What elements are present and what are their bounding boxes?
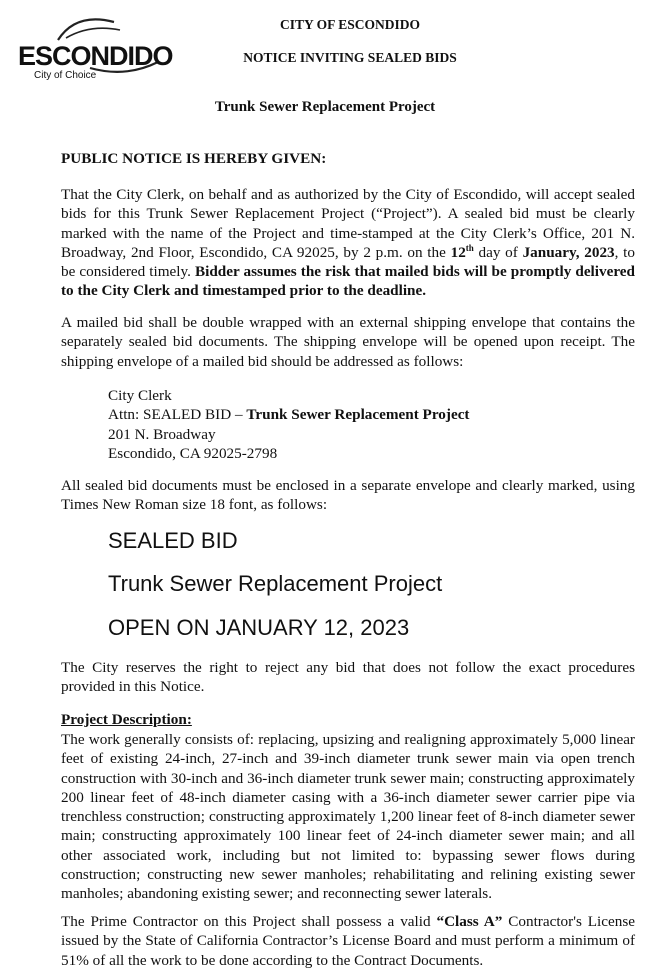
project-description-heading: Project Description:	[61, 711, 192, 728]
paragraph-bid-deadline	[61, 185, 635, 301]
public-notice-heading: PUBLIC NOTICE IS HEREBY GIVEN:	[61, 150, 327, 167]
page-title: Trunk Sewer Replacement Project	[214, 99, 436, 115]
para1-day: 12th	[450, 242, 474, 261]
envelope-label-line-2: Trunk Sewer Replacement Project	[108, 571, 443, 596]
para1-warning: Bidder assumes the risk that mailed bids will be promptly delivered to the City Clerk and timestamped prior to the deadline.	[61, 263, 635, 300]
para1-text-c: , to be considered timely.	[61, 243, 635, 281]
paragraph-reject-rights: The City reserves the right to reject any bid that does not follow the exact procedures provided in this Notice.	[61, 659, 635, 696]
paragraph-envelope-instructions: All sealed bid documents must be enclosed in a separate envelope and clearly marked, using Times New Roman size 18 font, as follows:	[61, 477, 635, 514]
logo-tagline: City of Choice	[34, 70, 97, 81]
envelope-label-line-1: SEALED BID	[108, 528, 238, 553]
paragraph-contractor-license: The Prime Contractor on this Project shall possess a valid “Class A” Contractor's License issued by the State of California Contractor’s License Board and must perform a minimum of 51% of all the work to be done according to the Contract Documents.	[61, 913, 635, 969]
envelope-label-line-3: OPEN ON JANUARY 12, 2023	[108, 615, 410, 640]
paragraph-mailed-bid: A mailed bid shall be double wrapped with an external shipping envelope that contains the separately sealed bid documents. The shipping envelope will be opened upon receipt. The shipping envelope of a mailed bid should be addressed as follows:	[61, 314, 635, 370]
address-line-2: Attn: SEALED BID – Trunk Sewer Replacement Project	[108, 406, 470, 424]
header-notice: NOTICE INVITING SEALED BIDS	[243, 50, 457, 65]
address-line-1: City Clerk	[108, 387, 172, 404]
project-description-body: The work generally consists of: replacing, upsizing and realigning approximately 5,000 linear feet of existing 24-inch, 27-inch and 39-inch diameter trunk sewer main via open trench construction with 30-inch and 36-inch diameter trunk sewer main; constructing approximately 200 linear feet of 48-inch diameter casing with a 36-inch diameter sewer carrier pipe via trenchless construction; constructing approximately 1,200 linear feet of 8-inch diameter sewer main; constructing approximately 100 linear feet of 24-inch diameter sewer main; and all other associated work, including but not limited to: bypassing sewer flows during construction; constructing new sewer manholes; rehabilitating and relining existing sewer manholes; abandoning existing sewer; and reconnecting sewer laterals.	[61, 731, 635, 903]
para1-day-suffix: th	[465, 242, 474, 253]
address-line-4: Escondido, CA 92025-2798	[108, 445, 278, 463]
logo-wordmark: ESCONDIDO	[18, 41, 173, 71]
para1-text-a: That the City Clerk, on behalf and as authorized by the City of Escondido, will accept sealed bids for this Trunk Sewer Replacement Project (“Project”). A sealed bid must be clearly marked with the name of the Project and time-stamped at the City Clerk’s Office, 201 N. Broadway, 2nd Floor, Escondido, CA 92025, by 2 p.m. on the	[61, 186, 635, 261]
mailing-address	[108, 386, 470, 464]
header-city: CITY OF ESCONDIDO	[279, 17, 421, 32]
para1-text-b: day of	[473, 243, 523, 261]
address-line-3: 201 N. Broadway	[108, 425, 216, 443]
city-logo	[16, 8, 173, 84]
para1-month-year: January, 2023	[522, 243, 615, 261]
license-class: “Class A”	[436, 913, 503, 930]
